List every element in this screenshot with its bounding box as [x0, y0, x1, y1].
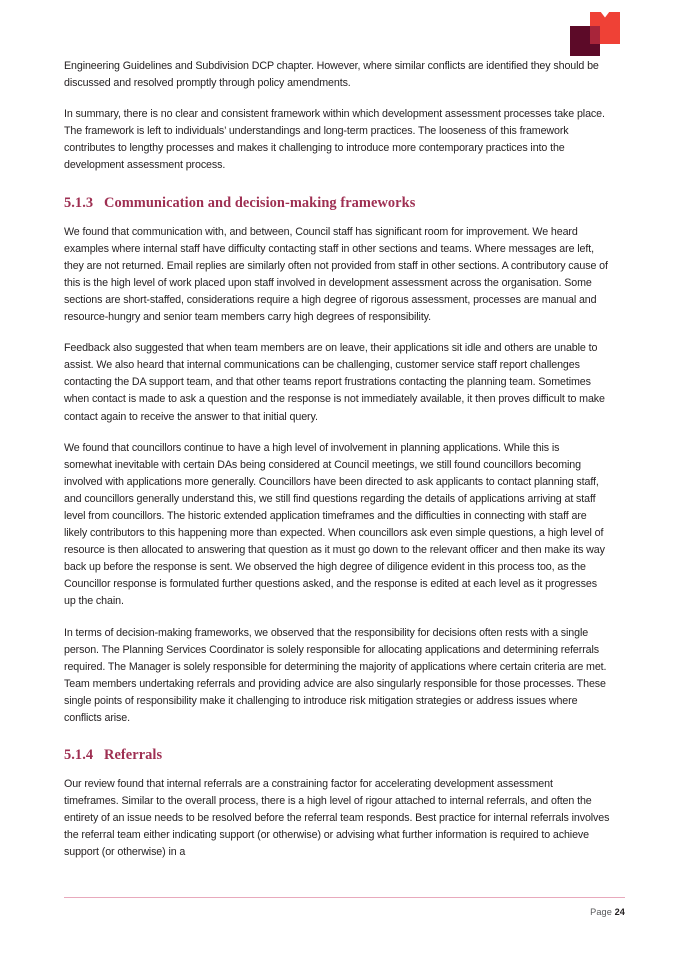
section-title-5-1-4: Referrals — [104, 747, 163, 764]
logo-overlap-icon — [590, 26, 600, 44]
paragraph-councillor-involvement: We found that councillors continue to have a high level of involvement in planning applications. While this is somewhat inevitable with certain DAs being considered at Council meetings, we still found councillors becoming involved with applications more generally. Councillors have been directed to ask applicants to contact planning staff, and councillors generally understand this, we still find questions regarding the details of applications arriving at staff level from councillors. The historic extended application timeframes and the difficulties in connecting with staff are likely contributors to this happening more than expected. When councillors ask even simple questions, a high level of resource is then allocated to answering that question as it must go down to the relevant officer and then make its way back up before the response is sent. We observed the high degree of diligence evident in this process too, as the Councillor response is formulated further questions asked, and the response is edited at each level as it progresses up the chain. — [64, 441, 605, 608]
paragraph-summary-framework: In summary, there is no clear and consistent framework within which development assessment processes take place. The framework is left to individuals’ understandings and long-term practices. The looseness of this framework contributes to lengthy processes and makes it challenging to introduce more contemporary practices into the development assessment process. — [64, 108, 605, 172]
section-number-5-1-4: 5.1.4 — [64, 747, 94, 764]
section-heading-5-1-3 — [64, 195, 610, 212]
paragraph-decision-making-single-person: In terms of decision-making frameworks, we observed that the responsibility for decisions often rests with a single person. The Planning Services Coordinator is solely responsible for allocating applications and determining referrals required. The Manager is solely responsible for determining the majority of applications where certain criteria are met. Team members undertaking referrals and providing advice are also singularly responsible for those processes. These single points of responsibility make it challenging to introduce risk mitigation strategies or address issues where conflicts arise. — [64, 626, 607, 724]
section-number-5-1-3: 5.1.3 — [64, 194, 94, 211]
paragraph-feedback-leave-communications: Feedback also suggested that when team members are on leave, their applications sit idle and others are unable to assist. We also heard that internal communications can be challenging, customer service staff report challenges contacting the DA support team, and that other teams report frustrations contacting the planning team. Sometimes when contact is made to ask a question and the response is not immediately available, it then proves difficult to make contact again to receive the answer to that initial query. — [64, 342, 605, 423]
section-heading-5-1-4 — [64, 747, 610, 764]
page-content — [64, 58, 610, 876]
page-number-label — [64, 907, 625, 917]
page-header — [0, 0, 675, 58]
company-logo — [570, 12, 620, 56]
paragraph-communication-room-for-improvement: We found that communication with, and between, Council staff has significant room for improvement. We heard examples where internal staff have difficulty contacting staff in other sections and teams. Where messages are left, they are not returned. Email replies are similarly often not provided from staff in other sections. A contributory cause of this is the high level of work placed upon staff involved in development assessment across the organisation. Some sections are short-staffed, considerations require a high degree of rigorous assessment, processes are manual and resource-hungry and senior team members carry high degrees of responsibility. — [64, 225, 608, 324]
paragraph-internal-referrals: Our review found that internal referrals are a constraining factor for accelerating development assessment timeframes. Similar to the overall process, there is a high level of rigour attached to internal referrals, and often the entirety of an issue needs to be resolved before the referral team responds. Best practice for internal referrals involves the referral team either indicating support (or otherwise) or advising what further information is required to achieve support (or otherwise) in a — [64, 778, 610, 859]
page-number: 24 — [614, 907, 625, 917]
page-word: Page — [590, 907, 612, 917]
footer-divider — [64, 897, 625, 898]
page-footer — [64, 897, 625, 937]
paragraph-engineering-guidelines: Engineering Guidelines and Subdivision DCP chapter. However, where similar conflicts are identified they should be discussed and resolved promptly through policy amendments. — [64, 60, 599, 90]
section-title-5-1-3: Communication and decision-making frameworks — [104, 194, 416, 211]
